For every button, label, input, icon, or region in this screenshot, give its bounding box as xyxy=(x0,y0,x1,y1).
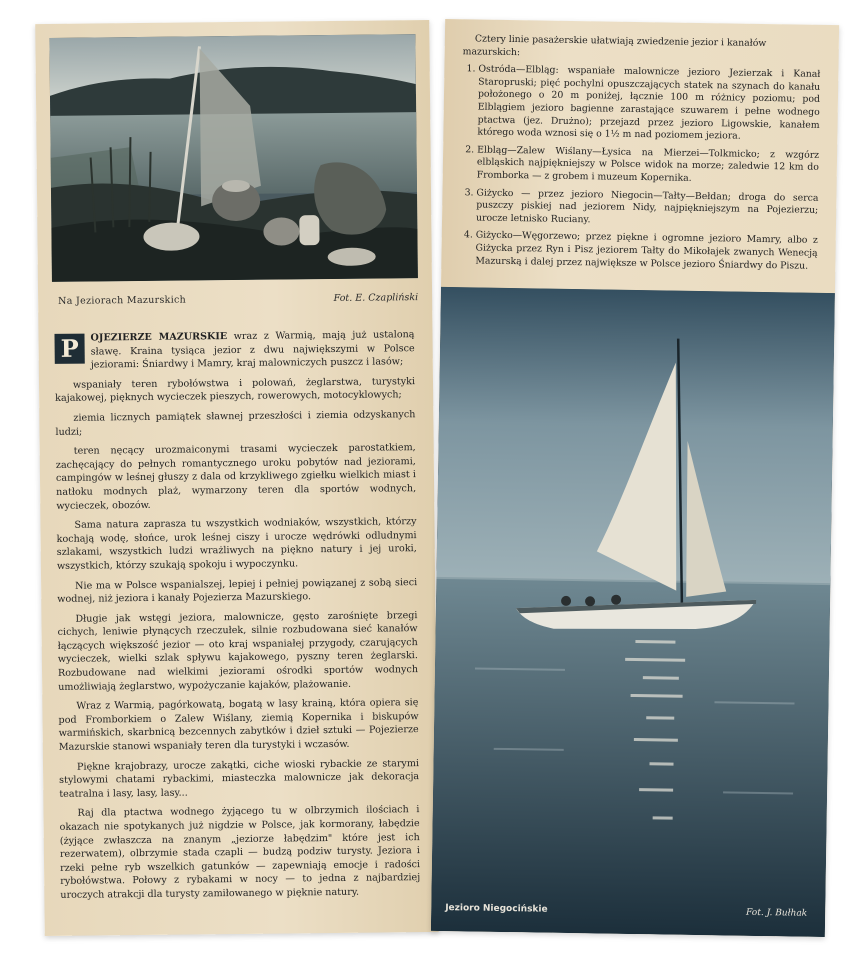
paragraph-2: wspaniały teren rybołówstwa i polowań, żeglarstwa, turystyki kajakowej, pięknych wycieczek pieszych, rowerowych, motocyklowych; xyxy=(55,375,416,405)
routes-intro: Cztery linie pasażerskie ułatwiają zwiedzenie jezior i kanałów mazurskich: xyxy=(462,33,767,58)
drop-cap: P xyxy=(54,334,84,364)
routes-section xyxy=(459,33,821,278)
paragraph-8: Wraz z Warmią, pagórkowatą, bogatą w lasy krainą, która opiera się pod Fromborkiem o Zalew Wiślany, ziemią Kopernika i biskupów warmińskich, skarbnicą bezcennych zabytków i dzieł sztuki — Pojezierze Mazurskie stanowi wspaniały teren dla turystyki i wczasów. xyxy=(58,697,419,753)
sailboat-photo-credit: Fot. J. Bułhak xyxy=(746,907,808,919)
paragraph-10: Raj dla ptactwa wodnego żyjącego tu w olbrzymich ilościach i okazach nie spotykanych już nigdzie w Polsce, jak kormorany, łabędzie (żyjące zwłaszcza na znanym „jeziorze łabędzim" które jest ich rezerwatem), olbrzymie stada czapli — budzą podziw turysty. Jeziora i rzeki pełne ryb wszelkich gatunków — zapewniają emocje i radości rybołówstwa. Połowy z rybakami w nocy — to jedna z najbardziej uroczych atrakcji dla turysty zamiłowanego w pięknie natury. xyxy=(59,804,421,901)
intro-article xyxy=(54,328,420,908)
camp-photo-credit: Fot. E. Czapliński xyxy=(333,292,419,304)
paragraph-5: Sama natura zaprasza tu wszystkich wodniaków, wszystkich, którzy kochają wodę, słońce, urok leśnej ciszy i urocze wędrówki odludnymi szlakami, wszystkich ludzi wrażliwych na piękno natury i jej uroki, wszystkich, którzy szukają spokoju i wypoczynku. xyxy=(56,516,417,572)
right-page xyxy=(431,19,839,937)
paragraph-1: wraz z Warmią, mają już ustaloną sławę. Kraina tysiąca jezior z dwu największymi w Polsce jeziorami: Śniardwy i Mamry, kraj malowniczych puszcz i lasów; xyxy=(90,329,415,371)
routes-list xyxy=(459,63,820,273)
sailboat-photo xyxy=(431,287,835,937)
booklet xyxy=(30,22,838,942)
sailboat-photo-illustration xyxy=(431,287,835,937)
sailboat-photo-caption: Jezioro Niegocińskie xyxy=(445,903,548,915)
camp-photo-illustration xyxy=(49,34,418,282)
left-page xyxy=(35,20,439,936)
paragraph-4: teren nęcący urozmaiconymi trasami wycieczek parostatkiem, zachęcający do pełnych romantycznego uroku pobytów nad jeziorami, campingów w leśnej głuszy z dala od krzykliwego zgiełku wielkich miast i natłoku modnych plaż, wymarzony teren dla sportów wodnych, wycieczek, obozów. xyxy=(55,442,417,512)
route-item: 3. Giżycko — przez jezioro Niegocin—Tałty—Bełdan; droga do serca puszczy piskiej nad jeziorem Nidy, najpiękniejszym na Pojezierzu; urocze letnisko Ruciany. xyxy=(476,187,819,230)
route-item: 4. Giżycko—Węgorzewo; przez piękne i ogromne jezioro Mamry, albo z Giżycka przez Ryn i Pisz jeziorem Tałty do Mikołajek zwanych Wenecją Mazurską i dalej przez największe w Polsce jezioro Śniardwy do Piszu. xyxy=(475,230,818,273)
paragraph-3: ziemia licznych pamiątek sławnej przeszłości i ziemia odzyskanych ludzi; xyxy=(55,409,416,438)
route-item: 1. Ostróda—Elbląg: wspaniałe malownicze jezioro Jezierzak i Kanał Staropruski; pięć pochylni opuszczających statek na szynach do kanału położonego o 20 m poniżej, łącznie 100 m różnicy poziomu; pod Elblągiem jezioro bagienne zarastające szuwarem i pełne wodnego ptactwa (jez. Drużno); przejazd przez jezioro Ligowskie, kanałem którego woda wznosi się o 1½ m nad poziomem jeziora. xyxy=(477,64,820,145)
paragraph-9: Piękne krajobrazy, urocze zakątki, ciche wioski rybackie ze starymi stylowymi chatami rybackimi, miasteczka malownicze jak dekoracja teatralna i lasy, lasy, lasy... xyxy=(59,757,420,800)
paragraph-6: Nie ma w Polsce wspanialszej, lepiej i pełniej powiązanej z sobą sieci wodnej, niż jeziora i kanały Pojezierza Mazurskiego. xyxy=(57,576,418,605)
camp-photo-caption: Na Jeziorach Mazurskich xyxy=(58,294,187,307)
route-item: 2. Elbląg—Zalew Wiślany—Łysica na Mierzei—Tolkmicko; z wzgórz elbląskich najpiękniejszy w Polsce widok na morze; zaledwie 12 km do Fromborka — z grobem i muzeum Kopernika. xyxy=(477,144,820,187)
camp-photo xyxy=(49,34,418,282)
paragraph-7: Długie jak wstęgi jeziora, malownicze, gęsto zarośnięte brzegi cichych, leniwie płynących rzeczułek, silnie rozbudowana sieć kanałów łączących większość jezior — oto kraj wspaniałej przygody, czarujących wycieczek, wielki szlak spływu kajakowego, pyszny teren żeglarski. Rozbudowane nad wielkimi jeziorami ośrodki sportów wodnych umożliwiają żeglarstwo, wypożyczanie kajaków, plażowanie. xyxy=(57,609,419,693)
lead-title: OJEZIERZE MAZURSKIE xyxy=(90,331,228,344)
